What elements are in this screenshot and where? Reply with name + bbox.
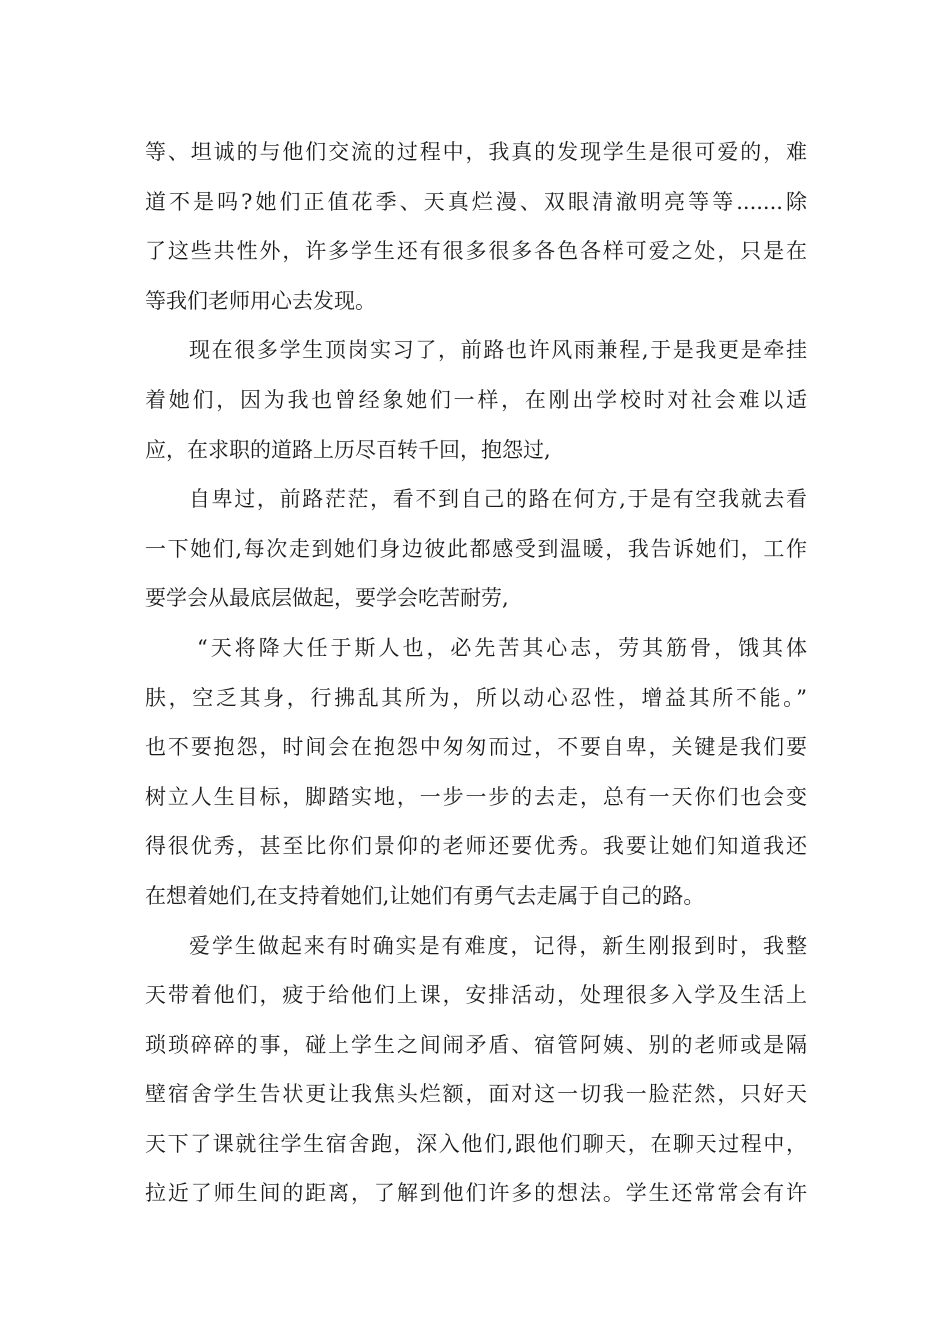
text-line: 等、坦诚的与他们交流的过程中，我真的发现学生是很可爱的，难 <box>145 140 807 164</box>
body-text <box>145 128 807 1219</box>
text-line: 也不要抱怨，时间会在抱怨中匆匆而过，不要自卑，关键是我们要 <box>145 735 807 760</box>
text-line: 一下她们,每次走到她们身边彼此都感受到温暖，我告诉她们，工作 <box>145 536 807 561</box>
text-line: 等我们老师用心去发现。 <box>145 288 376 313</box>
text-line: 壁宿舍学生告状更让我焦头烂额，面对这一切我一脸茫然，只好天 <box>145 1082 807 1107</box>
text-line: 天下了课就往学生宿舍跑，深入他们,跟他们聊天，在聊天过程中， <box>145 1131 807 1156</box>
text-line: 道不是吗?她们正值花季、天真烂漫、双眼清澈明亮等等.......除 <box>145 189 807 214</box>
text-line: 拉近了师生间的距离，了解到他们许多的想法。学生还常常会有许 <box>145 1181 807 1206</box>
text-line: “天将降大任于斯人也，必先苦其心志，劳其筋骨，饿其体 <box>197 635 807 660</box>
text-line: 要学会从最底层做起，要学会吃苦耐劳, <box>145 586 509 611</box>
text-line: 树立人生目标，脚踏实地，一步一步的去走，总有一天你们也会变 <box>145 784 807 809</box>
text-line: 得很优秀，甚至比你们景仰的老师还要优秀。我要让她们知道我还 <box>145 834 807 859</box>
text-line: 现在很多学生顶岗实习了，前路也许风雨兼程,于是我更是牵挂 <box>189 338 807 363</box>
text-line: 自卑过，前路茫茫，看不到自己的路在何方,于是有空我就去看 <box>189 487 807 512</box>
text-line: 肤，空乏其身，行拂乱其所为，所以动心忍性，增益其所不能。” <box>145 685 807 710</box>
text-line: 了这些共性外，许多学生还有很多很多各色各样可爱之处，只是在 <box>145 239 807 264</box>
text-line: 天带着他们，疲于给他们上课，安排活动，处理很多入学及生活上 <box>145 983 807 1008</box>
text-line: 在想着她们,在支持着她们,让她们有勇气去走属于自己的路。 <box>145 883 705 908</box>
text-line: 着她们，因为我也曾经象她们一样，在刚出学校时对社会难以适 <box>145 387 807 412</box>
text-line: 爱学生做起来有时确实是有难度，记得，新生刚报到时，我整 <box>189 933 807 958</box>
text-line: 应，在求职的道路上历尽百转千回，抱怨过, <box>145 437 551 462</box>
text-line: 琐琐碎碎的事，碰上学生之间闹矛盾、宿管阿姨、别的老师或是隔 <box>145 1032 807 1057</box>
